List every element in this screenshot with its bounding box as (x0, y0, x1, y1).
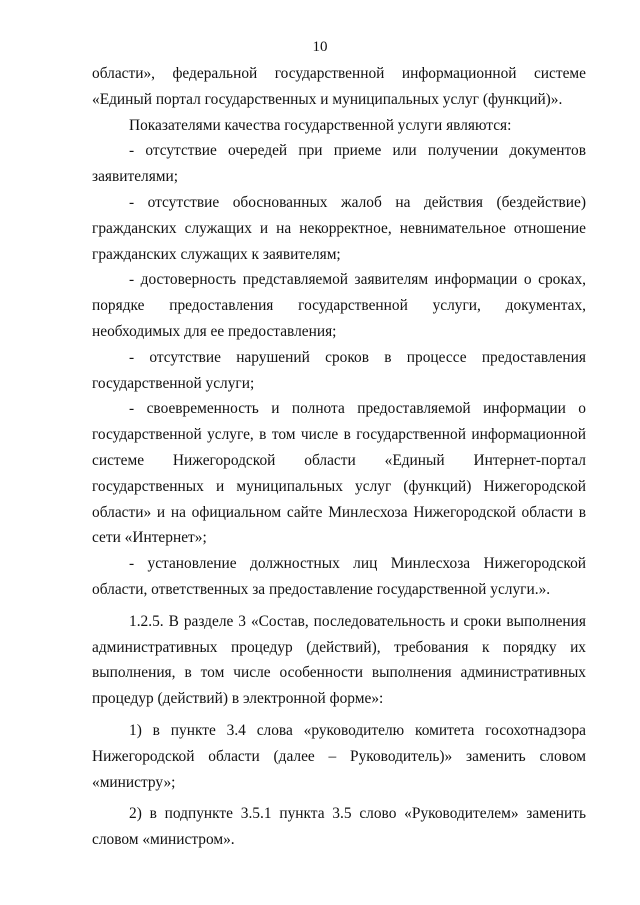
list-item-no-complaints: - отсутствие обоснованных жалоб на действия (бездействие) гражданских служащих и на некорректное, невнимательное отношение гражданских служащих к заявителям; (92, 193, 586, 263)
document-body (92, 61, 586, 853)
paragraph-continuation: области», федеральной государственной информационной системе «Единый портал государственных и муниципальных услуг (функций)». (92, 65, 586, 108)
list-item-reliability: - достоверность представляемой заявителям информации о сроках, порядке предоставления государственной услуги, документах, необходимых для ее предоставления; (92, 271, 586, 340)
paragraph-item-1: 1) в пункте 3.4 слова «руководителю комитета госохотнадзора Нижегородской области (далее – Руководитель)» заменить словом «министру»; (92, 721, 586, 791)
list-item-no-violations: - отсутствие нарушений сроков в процессе предоставления государственной услуги; (92, 348, 586, 392)
list-item-no-queues: - отсутствие очередей при приеме или получении документов заявителями; (92, 142, 586, 186)
paragraph-quality-intro: Показателями качества государственной услуги являются: (129, 116, 512, 134)
page-number: 10 (312, 39, 328, 55)
list-item-timeliness: - своевременность и полнота предоставляемой информации о государственной услуге, в том числе в государственной информационной системе Нижегородской области «Единый Интернет-портал государственных и муниципальных услуг (функций) Нижегородской области» и на официальном сайте Минлесхоза Нижегородской области в сети «Интернет»; (92, 400, 586, 547)
paragraph-section-1-2-5: 1.2.5. В разделе 3 «Состав, последовательность и сроки выполнения административных процедур (действий), требования к порядку их выполнения, в том числе особенности выполнения административных процедур (действий) в электронной форме»: (92, 612, 586, 708)
paragraph-item-2: 2) в подпункте 3.5.1 пункта 3.5 слово «Руководителем» заменить словом «министром». (92, 805, 586, 849)
list-item-responsible-persons: - установление должностных лиц Минлесхоза Нижегородской области, ответственных за предоставление государственной услуги.». (92, 555, 586, 598)
